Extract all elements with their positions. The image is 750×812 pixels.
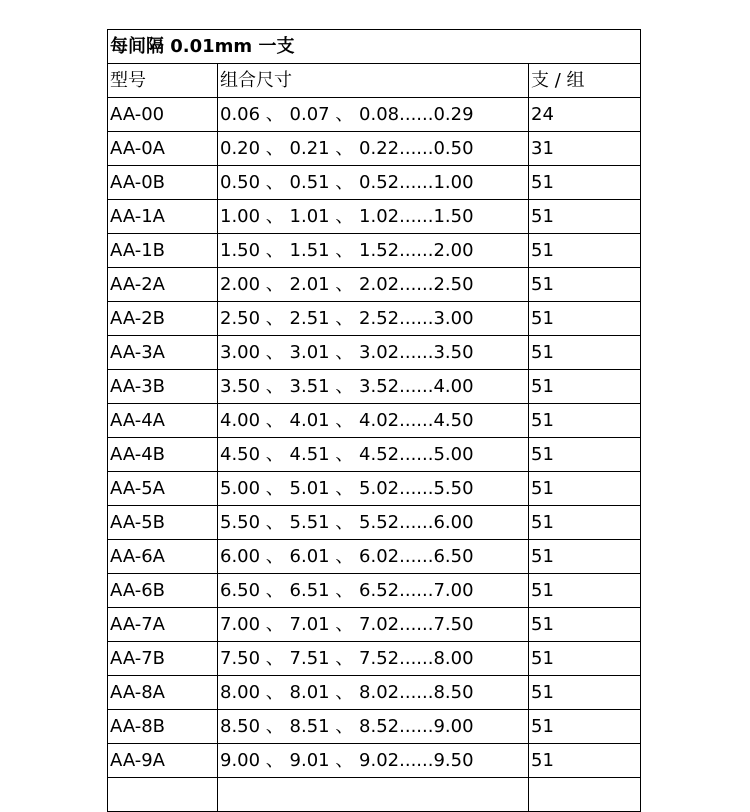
sizes-cell: 3.00 、 3.01 、 3.02......3.50 xyxy=(218,336,529,370)
count-cell: 51 xyxy=(529,574,641,608)
header-model: 型号 xyxy=(108,64,218,98)
model-cell: AA-6A xyxy=(108,540,218,574)
sizes-cell: 0.06 、 0.07 、 0.08......0.29 xyxy=(218,98,529,132)
count-cell: 31 xyxy=(529,132,641,166)
sizes-cell: 8.50 、 8.51 、 8.52......9.00 xyxy=(218,710,529,744)
model-cell: AA-3A xyxy=(108,336,218,370)
table-row xyxy=(108,234,641,268)
count-cell: 51 xyxy=(529,744,641,778)
table-row xyxy=(108,472,641,506)
table-title: 每间隔 0.01mm 一支 xyxy=(108,30,641,64)
model-cell: AA-8B xyxy=(108,710,218,744)
empty-cell xyxy=(218,778,529,812)
sizes-cell: 3.50 、 3.51 、 3.52......4.00 xyxy=(218,370,529,404)
table-row xyxy=(108,268,641,302)
table-row xyxy=(108,540,641,574)
model-cell: AA-7B xyxy=(108,642,218,676)
table-header-row xyxy=(108,64,641,98)
table-row xyxy=(108,200,641,234)
table-row xyxy=(108,336,641,370)
model-cell: AA-5A xyxy=(108,472,218,506)
sizes-cell: 2.50 、 2.51 、 2.52......3.00 xyxy=(218,302,529,336)
table-row xyxy=(108,676,641,710)
table-row xyxy=(108,438,641,472)
model-cell: AA-0A xyxy=(108,132,218,166)
empty-cell xyxy=(529,778,641,812)
count-cell: 51 xyxy=(529,268,641,302)
count-cell: 51 xyxy=(529,506,641,540)
model-cell: AA-4B xyxy=(108,438,218,472)
model-cell: AA-4A xyxy=(108,404,218,438)
count-cell: 51 xyxy=(529,540,641,574)
table-row xyxy=(108,642,641,676)
model-cell: AA-5B xyxy=(108,506,218,540)
sizes-cell: 5.50 、 5.51 、 5.52......6.00 xyxy=(218,506,529,540)
table-row xyxy=(108,132,641,166)
model-cell: AA-3B xyxy=(108,370,218,404)
model-cell: AA-7A xyxy=(108,608,218,642)
model-cell: AA-00 xyxy=(108,98,218,132)
count-cell: 51 xyxy=(529,336,641,370)
model-cell: AA-9A xyxy=(108,744,218,778)
sizes-cell: 6.50 、 6.51 、 6.52......7.00 xyxy=(218,574,529,608)
sizes-cell: 7.00 、 7.01 、 7.02......7.50 xyxy=(218,608,529,642)
table-row xyxy=(108,506,641,540)
model-cell: AA-2A xyxy=(108,268,218,302)
sizes-cell: 2.00 、 2.01 、 2.02......2.50 xyxy=(218,268,529,302)
table-row xyxy=(108,302,641,336)
table-row xyxy=(108,404,641,438)
sizes-cell: 0.20 、 0.21 、 0.22......0.50 xyxy=(218,132,529,166)
count-cell: 24 xyxy=(529,98,641,132)
header-sizes: 组合尺寸 xyxy=(218,64,529,98)
sizes-cell: 0.50 、 0.51 、 0.52......1.00 xyxy=(218,166,529,200)
count-cell: 51 xyxy=(529,302,641,336)
table-row xyxy=(108,744,641,778)
sizes-cell: 5.00 、 5.01 、 5.02......5.50 xyxy=(218,472,529,506)
count-cell: 51 xyxy=(529,200,641,234)
count-cell: 51 xyxy=(529,438,641,472)
count-cell: 51 xyxy=(529,642,641,676)
gauge-pin-spec-table xyxy=(107,29,641,812)
count-cell: 51 xyxy=(529,404,641,438)
count-cell: 51 xyxy=(529,234,641,268)
table-row xyxy=(108,98,641,132)
model-cell: AA-0B xyxy=(108,166,218,200)
count-cell: 51 xyxy=(529,472,641,506)
sizes-cell: 4.50 、 4.51 、 4.52......5.00 xyxy=(218,438,529,472)
model-cell: AA-8A xyxy=(108,676,218,710)
table-row xyxy=(108,370,641,404)
sizes-cell: 8.00 、 8.01 、 8.02......8.50 xyxy=(218,676,529,710)
sizes-cell: 6.00 、 6.01 、 6.02......6.50 xyxy=(218,540,529,574)
count-cell: 51 xyxy=(529,676,641,710)
count-cell: 51 xyxy=(529,166,641,200)
sizes-cell: 1.00 、 1.01 、 1.02......1.50 xyxy=(218,200,529,234)
count-cell: 51 xyxy=(529,710,641,744)
sizes-cell: 7.50 、 7.51 、 7.52......8.00 xyxy=(218,642,529,676)
table-row xyxy=(108,574,641,608)
model-cell: AA-2B xyxy=(108,302,218,336)
count-cell: 51 xyxy=(529,370,641,404)
sizes-cell: 1.50 、 1.51 、 1.52......2.00 xyxy=(218,234,529,268)
table-row xyxy=(108,710,641,744)
count-cell: 51 xyxy=(529,608,641,642)
model-cell: AA-6B xyxy=(108,574,218,608)
sizes-cell: 4.00 、 4.01 、 4.02......4.50 xyxy=(218,404,529,438)
table-row-partial xyxy=(108,778,641,812)
empty-cell xyxy=(108,778,218,812)
model-cell: AA-1B xyxy=(108,234,218,268)
table-title-row xyxy=(108,30,641,64)
header-count: 支 / 组 xyxy=(529,64,641,98)
table-row xyxy=(108,166,641,200)
sizes-cell: 9.00 、 9.01 、 9.02......9.50 xyxy=(218,744,529,778)
model-cell: AA-1A xyxy=(108,200,218,234)
table-row xyxy=(108,608,641,642)
